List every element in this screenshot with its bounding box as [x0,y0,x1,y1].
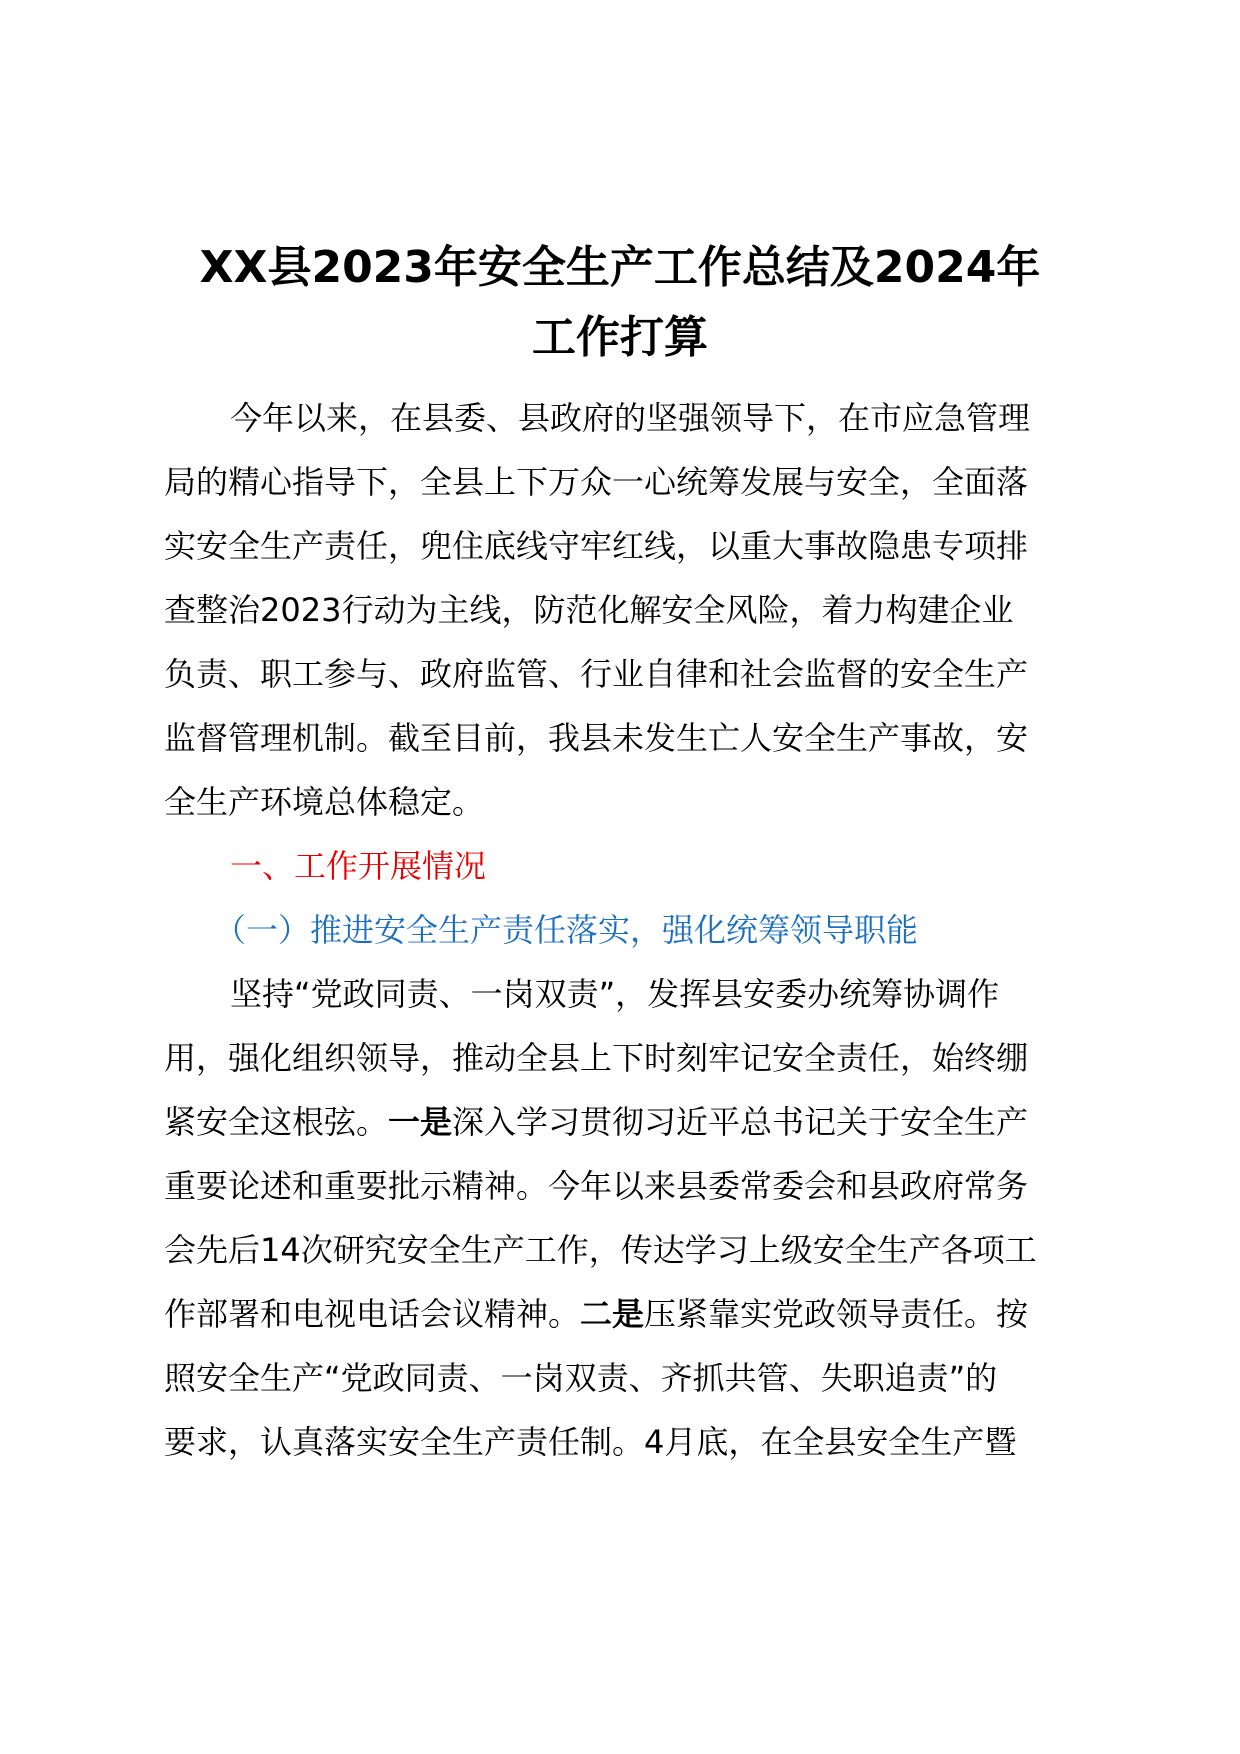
paragraph-text: 紧安全这根弦。 [164,1103,389,1141]
intro-line: 监督管理机制。截至目前，我县未发生亡人安全生产事故，安 [164,719,1029,757]
section-heading-1: 一、工作开展情况 [230,847,487,885]
intro-line: 全生产环境总体稳定。 [164,783,485,821]
intro-line: 查整治2023行动为主线，防范化解安全风险，着力构建企业 [164,591,1014,629]
paragraph-text: 压紧靠实党政领导责任。按 [644,1295,1029,1333]
document-title-line-2: 工作打算 [532,312,708,363]
paragraph-line: 坚持“党政同责、一岗双责”，发挥县安委办统筹协调作 [230,975,1000,1013]
intro-line: 实安全生产责任，兜住底线守牢红线，以重大事故隐患专项排 [164,527,1029,565]
intro-line: 局的精心指导下，全县上下万众一心统筹发展与安全，全面落 [164,463,1029,501]
paragraph-text: 深入学习贯彻习近平总书记关于安全生产 [452,1103,1029,1141]
paragraph-line: 要求，认真落实安全生产责任制。4月底，在全县安全生产暨 [164,1423,1017,1461]
paragraph-line [164,1282,1074,1346]
emphasis-ordinal: 二是 [580,1295,645,1333]
paragraph-line: 会先后14次研究安全生产工作，传达学习上级安全生产各项工 [164,1231,1037,1269]
paragraph-line: 用，强化组织领导，推动全县上下时刻牢记安全责任，始终绷 [164,1039,1029,1077]
paragraph-text: 作部署和电视电话会议精神。 [164,1295,581,1333]
emphasis-ordinal: 一是 [388,1103,453,1141]
subsection-heading-1: （一）推进安全生产责任落实，强化统筹领导职能 [214,911,919,949]
paragraph-line [164,1090,1074,1154]
paragraph-line: 照安全生产“党政同责、一岗双责、齐抓共管、失职追责”的 [164,1359,998,1397]
intro-line: 今年以来，在县委、县政府的坚强领导下，在市应急管理 [230,399,1031,437]
document-body [164,386,1074,1474]
document-title-line-1: XX县2023年安全生产工作总结及2024年 [199,242,1041,293]
intro-line: 负责、职工参与、政府监管、行业自律和社会监督的安全生产 [164,655,1029,693]
paragraph-line: 重要论述和重要批示精神。今年以来县委常委会和县政府常务 [164,1167,1029,1205]
